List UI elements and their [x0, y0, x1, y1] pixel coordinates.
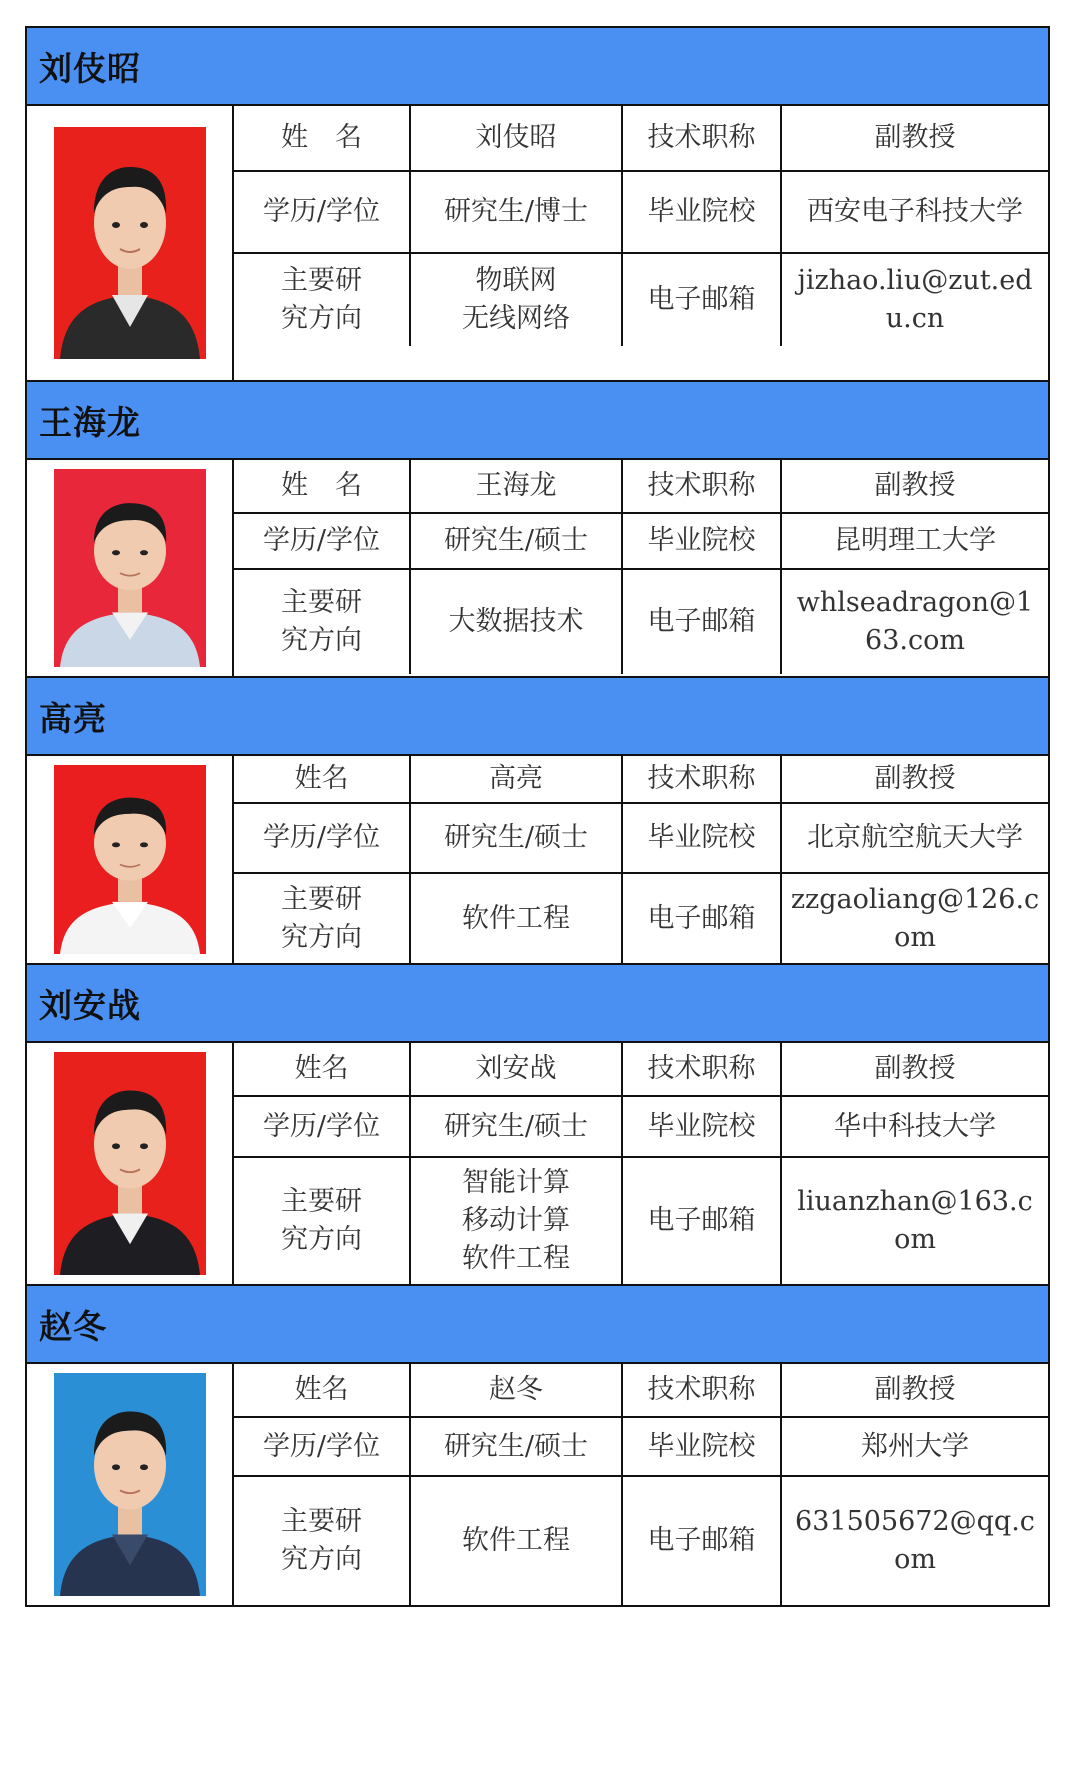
research-value: 物联网 无线网络: [411, 254, 623, 346]
info-row: [234, 1043, 1048, 1097]
photo-frame: [27, 1043, 234, 1284]
header-name-text: 刘安战: [39, 985, 141, 1025]
research-label: 主要研 究方向: [234, 570, 411, 674]
school-label: 毕业院校: [623, 1418, 782, 1475]
education-value: 研究生/硕士: [411, 514, 623, 568]
info-row: [234, 804, 1048, 874]
name-label: 姓 名: [234, 106, 411, 170]
info-row: [234, 106, 1048, 172]
school-value: 西安电子科技大学: [807, 196, 1023, 227]
school-value: 华中科技大学: [834, 1110, 996, 1142]
school-label: 毕业院校: [623, 172, 782, 252]
title-label: 技术职称: [623, 106, 782, 170]
header-name-text: 高亮: [39, 698, 107, 738]
portrait-photo: [54, 1052, 206, 1275]
info-row: [234, 874, 1048, 963]
name-label: 姓名: [234, 1043, 411, 1095]
info-row: [234, 1418, 1048, 1477]
name-value: 高亮: [411, 756, 623, 802]
education-value: 研究生/硕士: [411, 804, 623, 872]
name-value: 赵冬: [411, 1364, 623, 1416]
photo-frame: [27, 460, 234, 676]
info-row: [234, 1364, 1048, 1418]
header-name-text: 赵冬: [39, 1306, 107, 1346]
faculty-card: [25, 963, 1050, 1284]
name-value: 刘安战: [411, 1043, 623, 1095]
school-label: 毕业院校: [623, 1097, 782, 1156]
email-value: whlseadragon@163.com: [796, 587, 1034, 656]
header-name-text: 刘伎昭: [39, 48, 141, 88]
research-value: 软件工程: [411, 874, 623, 963]
info-row: [234, 570, 1048, 674]
name-value: 刘伎昭: [411, 106, 623, 170]
name-label: 姓名: [234, 756, 411, 802]
education-label: 学历/学位: [234, 1418, 411, 1475]
faculty-name-header: [27, 382, 1048, 460]
portrait-photo: [54, 1373, 206, 1596]
title-value: 副教授: [874, 1053, 956, 1084]
faculty-name-header: [27, 965, 1048, 1043]
school-label: 毕业院校: [623, 514, 782, 568]
education-label: 学历/学位: [234, 172, 411, 252]
email-label: 电子邮箱: [623, 1477, 782, 1605]
portrait-photo: [54, 127, 206, 359]
header-name-text: 王海龙: [39, 402, 141, 442]
photo-frame: [27, 1364, 234, 1605]
name-label: 姓 名: [234, 460, 411, 512]
info-row: [234, 756, 1048, 804]
faculty-name-header: [27, 1286, 1048, 1364]
info-row: [234, 514, 1048, 570]
title-label: 技术职称: [623, 460, 782, 512]
info-row: [234, 1477, 1048, 1605]
title-value: 副教授: [874, 470, 956, 501]
info-row: [234, 460, 1048, 514]
research-label: 主要研 究方向: [234, 1158, 411, 1284]
school-label: 毕业院校: [623, 804, 782, 872]
email-label: 电子邮箱: [623, 874, 782, 963]
title-value: 副教授: [874, 763, 956, 794]
faculty-card: [25, 380, 1050, 676]
email-value: zzgaoliang@126.com: [790, 883, 1040, 953]
email-label: 电子邮箱: [623, 254, 782, 346]
research-label: 主要研 究方向: [234, 1477, 411, 1605]
education-value: 研究生/博士: [411, 172, 623, 252]
education-value: 研究生/硕士: [411, 1097, 623, 1156]
faculty-sheet: [25, 26, 1050, 1607]
email-label: 电子邮箱: [623, 570, 782, 674]
title-value: 副教授: [874, 1374, 956, 1405]
faculty-name-header: [27, 678, 1048, 756]
title-value: 副教授: [874, 122, 956, 153]
photo-frame: [27, 756, 234, 963]
research-label: 主要研 究方向: [234, 874, 411, 963]
email-value: jizhao.liu@zut.edu.cn: [797, 265, 1033, 334]
info-row: [234, 1158, 1048, 1284]
research-label: 主要研 究方向: [234, 254, 411, 346]
school-value: 北京航空航天大学: [807, 822, 1023, 853]
faculty-name-header: [27, 28, 1048, 106]
faculty-card: [25, 676, 1050, 963]
info-row: [234, 1097, 1048, 1158]
title-label: 技术职称: [623, 1043, 782, 1095]
email-value: liuanzhan@163.com: [797, 1186, 1033, 1255]
research-value: 大数据技术: [411, 570, 623, 674]
info-row: [234, 254, 1048, 346]
faculty-card: [25, 26, 1050, 380]
education-label: 学历/学位: [234, 514, 411, 568]
portrait-photo: [54, 469, 206, 667]
title-label: 技术职称: [623, 1364, 782, 1416]
photo-frame: [27, 106, 234, 380]
school-value: 昆明理工大学: [834, 525, 996, 556]
name-label: 姓名: [234, 1364, 411, 1416]
faculty-card: [25, 1284, 1050, 1607]
education-label: 学历/学位: [234, 804, 411, 872]
research-value: 软件工程: [411, 1477, 623, 1605]
name-value: 王海龙: [411, 460, 623, 512]
info-row: [234, 172, 1048, 254]
education-label: 学历/学位: [234, 1097, 411, 1156]
school-value: 郑州大学: [861, 1430, 969, 1462]
portrait-photo: [54, 765, 206, 954]
education-value: 研究生/硕士: [411, 1418, 623, 1475]
research-value: 智能计算 移动计算 软件工程: [411, 1158, 623, 1284]
email-value: 631505672@qq.com: [795, 1506, 1035, 1575]
email-label: 电子邮箱: [623, 1158, 782, 1284]
title-label: 技术职称: [623, 756, 782, 802]
